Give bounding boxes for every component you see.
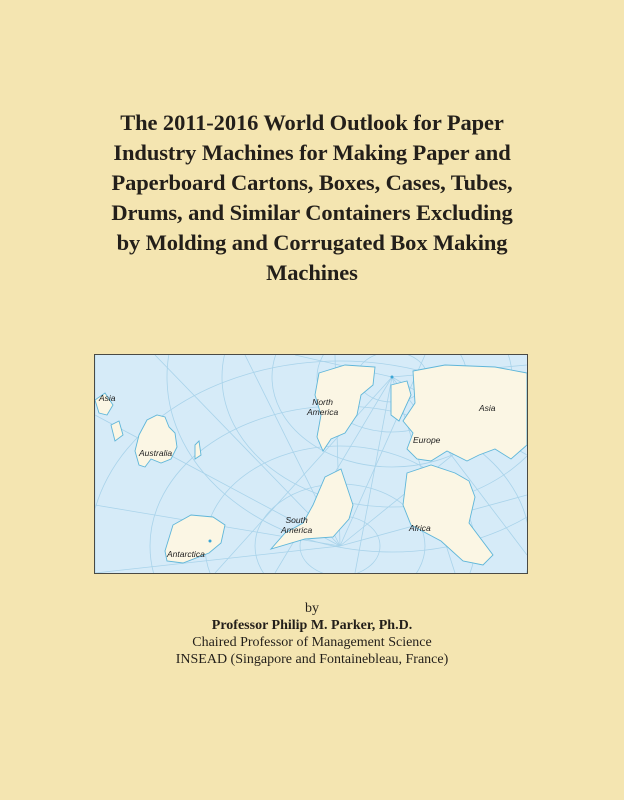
map-label-south-america-line1: South — [285, 515, 308, 525]
byline-by: by — [305, 601, 319, 616]
map-label-africa: Africa — [409, 523, 431, 533]
title-line: by Molding and Corrugated Box Making — [116, 230, 508, 255]
world-map — [94, 354, 528, 574]
map-graphic — [95, 355, 527, 573]
byline — [0, 600, 624, 668]
title-line: Drums, and Similar Containers Excluding — [111, 200, 513, 225]
author-institution: INSEAD (Singapore and Fontainebleau, France) — [175, 652, 449, 667]
map-label-asia-right: Asia — [479, 403, 496, 413]
author-name: Professor Philip M. Parker, Ph.D. — [211, 618, 413, 633]
map-label-antarctica: Antarctica — [167, 549, 205, 559]
map-label-south-america-line2: America — [281, 525, 313, 535]
title-line: Paperboard Cartons, Boxes, Cases, Tubes, — [111, 170, 513, 195]
map-label-europe: Europe — [413, 435, 441, 445]
map-label-north-america — [307, 397, 338, 417]
continents — [95, 365, 527, 565]
map-label-north-america-line2: America — [307, 407, 339, 417]
author-position: Chaired Professor of Management Science — [192, 635, 432, 650]
map-label-asia-left: Asia — [99, 393, 116, 403]
title-line: Industry Machines for Making Paper and — [113, 140, 511, 165]
map-label-north-america-line1: North — [312, 397, 333, 407]
title-line: The 2011-2016 World Outlook for Paper — [120, 110, 504, 135]
map-label-australia: Australia — [139, 448, 173, 458]
title-line: Machines — [266, 260, 358, 285]
book-title — [60, 108, 564, 288]
map-label-south-america — [281, 515, 312, 535]
